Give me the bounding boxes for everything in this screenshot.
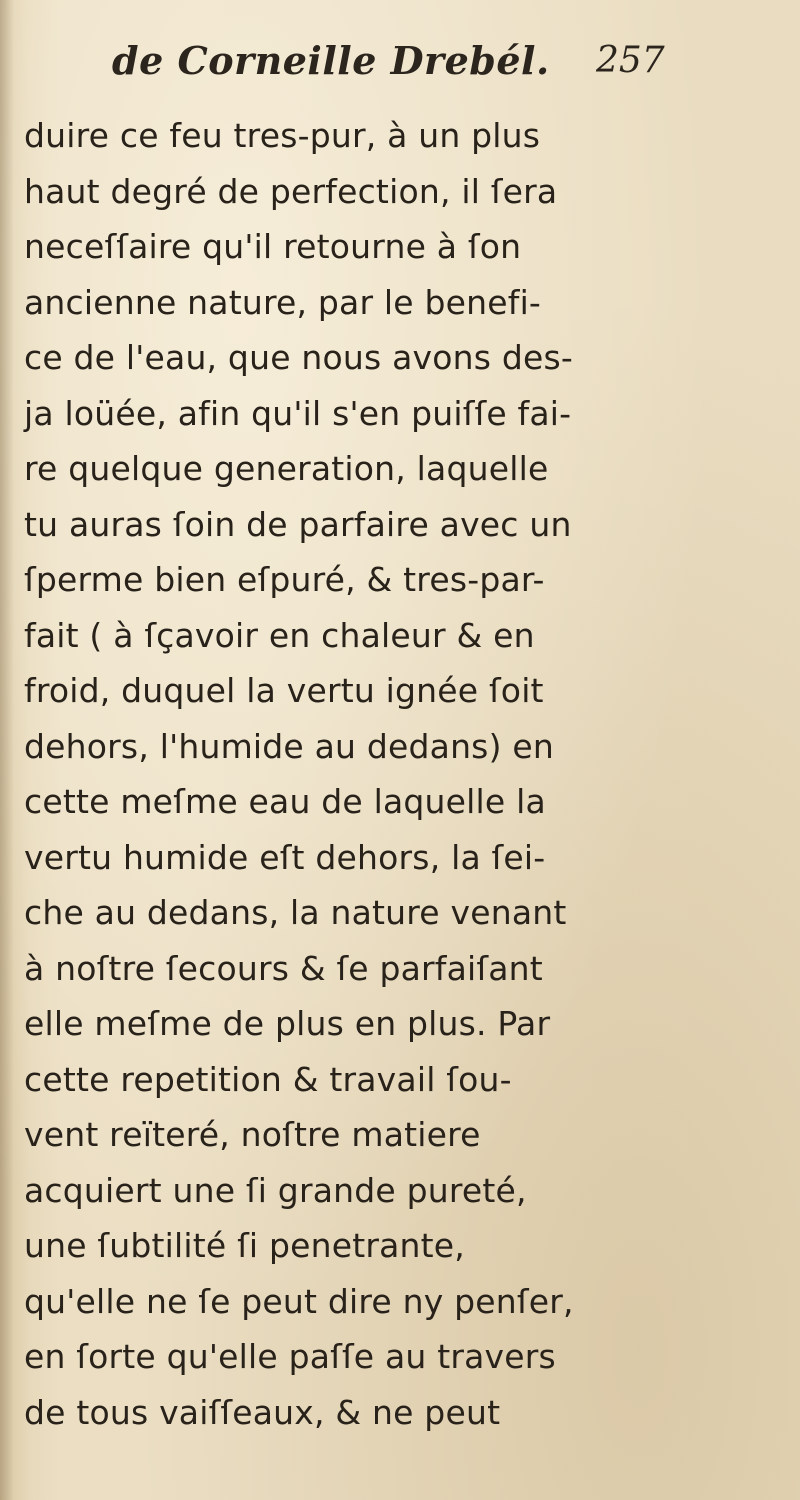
text-line: ja loüée, afin qu'il s'en puiſſe fai- [24, 393, 572, 433]
text-line: en ſorte qu'elle paſſe au travers [24, 1337, 556, 1376]
text-line: re quelque generation, laquelle [24, 449, 549, 488]
text-line: dehors, l'humide au dedans) en [24, 726, 554, 766]
text-line: elle meſme de plus en plus. Par [24, 1004, 551, 1043]
text-line: à noſtre ſecours & ſe parfaiſant [24, 948, 543, 988]
text-line: fait ( à ſçavoir en chaleur & en [24, 615, 535, 655]
text-line: che au dedans, la nature venant [24, 893, 567, 932]
text-line: cette meſme eau de laquelle la [24, 782, 546, 821]
text-line: haut degré de perfection, il ſera [24, 171, 558, 211]
text-line: tu auras ſoin de parfaire avec un [24, 504, 572, 544]
text-line: cette repetition & travail ſou- [24, 1059, 512, 1099]
text-line: neceſſaire qu'il retourne à ſon [24, 227, 522, 266]
text-line: vertu humide eſt dehors, la ſei- [24, 837, 546, 877]
text-line: froid, duquel la vertu ignée ſoit [24, 671, 544, 710]
text-line: vent reïteré, noſtre matiere [24, 1115, 481, 1154]
text-line: duire ce feu tres-pur, à un plus [24, 116, 541, 155]
running-head: de Corneille Drebél. [112, 38, 550, 83]
body-text [24, 108, 764, 1440]
spine-shadow [0, 0, 14, 1500]
text-line: ſperme bien eſpuré, & tres-par- [24, 560, 545, 599]
text-line: qu'elle ne ſe peut dire ny penſer, [24, 1281, 574, 1321]
text-line: ce de l'eau, que nous avons des- [24, 338, 573, 377]
text-line: acquiert une ſi grande pureté, [24, 1170, 527, 1210]
page-number: 257 [596, 40, 665, 81]
text-line: de tous vaiſſeaux, & ne peut [24, 1392, 501, 1432]
text-line: ancienne nature, par le benefi- [24, 282, 542, 322]
page-header [0, 38, 800, 98]
text-line: une ſubtilité ſi penetrante, [24, 1226, 465, 1265]
